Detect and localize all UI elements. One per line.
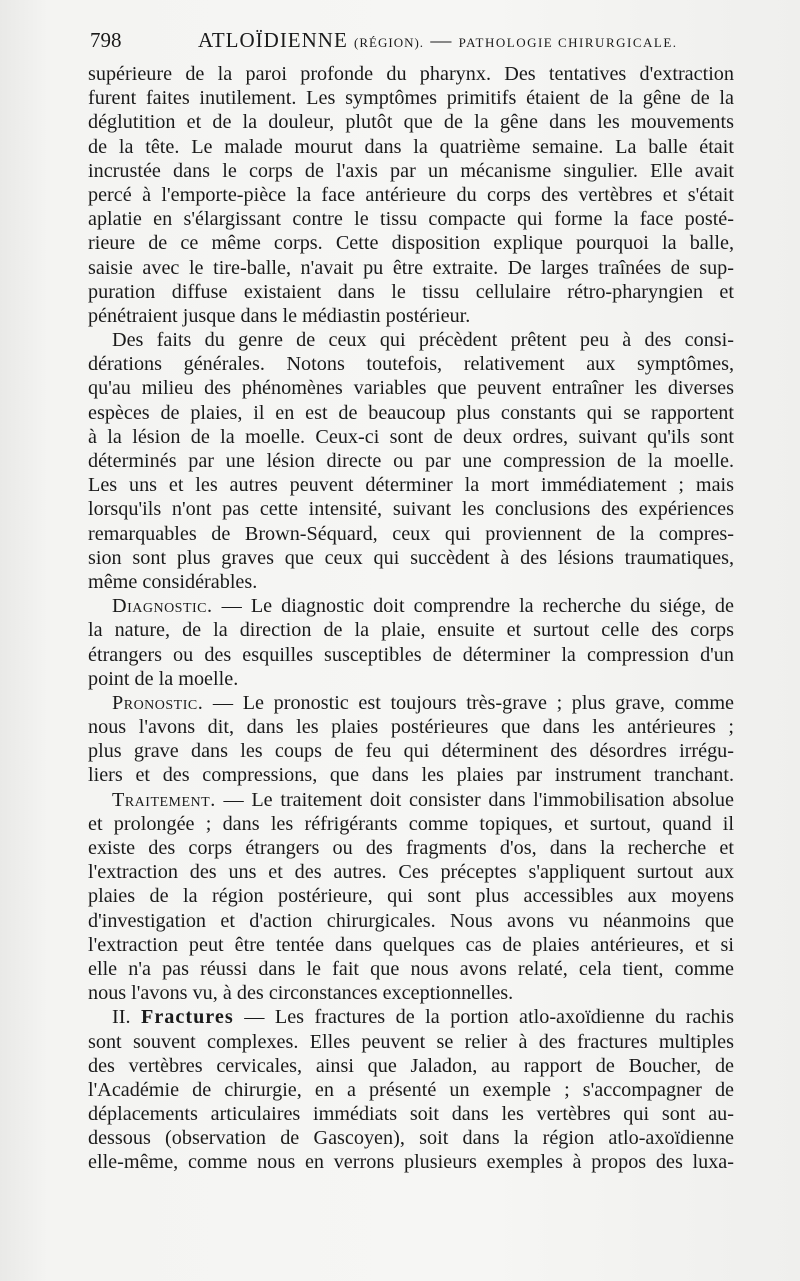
line-text: percé à l'emporte-pièce la face antérieure du corps des vertèbres et s'était bbox=[88, 183, 734, 206]
line-text: existe des corps étrangers ou des fragments d'os, dans la recherche et bbox=[88, 837, 734, 859]
text-line bbox=[88, 522, 734, 546]
line-text: puration diffuse existaient dans le tissu cellulaire rétro-pharyngien et bbox=[88, 280, 734, 303]
text-line bbox=[88, 618, 734, 642]
text-line bbox=[88, 691, 734, 715]
text-line bbox=[88, 183, 734, 207]
text-line bbox=[88, 933, 734, 957]
line-text: elle n'a pas réussi dans le fait que nous avons relaté, cela tient, comme bbox=[88, 957, 734, 980]
line-text: — Le diagnostic doit comprendre la recherche du siége, de bbox=[212, 595, 734, 618]
line-text: même considérables. bbox=[88, 570, 258, 593]
section-number: II. bbox=[112, 1006, 141, 1029]
line-text: saisie avec le tire-balle, n'avait pu être extraite. De larges traînées de sup- bbox=[88, 256, 734, 279]
line-text: point de la moelle. bbox=[88, 667, 239, 690]
text-line bbox=[88, 643, 734, 667]
line-text: qu'au milieu des phénomènes variables que peuvent entraîner les diverses bbox=[88, 377, 734, 400]
line-text: elle-même, comme nous en verrons plusieurs exemples à propos des luxa- bbox=[88, 1151, 734, 1174]
text-line bbox=[88, 763, 734, 787]
line-text: espèces de plaies, il en est de beaucoup plus constants qui se rapportent bbox=[88, 401, 734, 424]
line-text: — Les fractures de la portion atlo-axoïdienne du rachis bbox=[233, 1006, 734, 1029]
line-text: nous l'avons dit, dans les plaies postérieures que dans les antérieures ; bbox=[88, 716, 734, 739]
line-text: supérieure de la paroi profonde du pharynx. Des tentatives d'extraction bbox=[88, 63, 734, 85]
header-title: ATLOÏDIENNE bbox=[198, 28, 348, 52]
text-line bbox=[88, 788, 734, 812]
line-text: furent faites inutilement. Les symptômes primitifs étaient de la gêne de la bbox=[88, 87, 734, 110]
line-text: de la tête. Le malade mourut dans la quatrième semaine. La balle était bbox=[88, 135, 734, 158]
text-line bbox=[88, 304, 734, 328]
text-line bbox=[88, 110, 734, 134]
text-line bbox=[88, 957, 734, 981]
line-text: — Le pronostic est toujours très-grave ; plus grave, comme bbox=[203, 691, 734, 714]
text-line bbox=[88, 715, 734, 739]
line-text: dessous (observation de Gascoyen), soit dans la région atlo-axoïdienne bbox=[88, 1127, 734, 1150]
paragraph-heading: Traitement. bbox=[112, 788, 216, 811]
line-text: la nature, de la direction de la plaie, ensuite et surtout celle des corps bbox=[88, 619, 734, 642]
text-line bbox=[88, 449, 734, 473]
line-text: sion sont plus graves que ceux qui succèdent à des lésions traumatiques, bbox=[88, 546, 734, 569]
line-text: incrustée dans le corps de l'axis par un mécanisme singulier. Elle avait bbox=[88, 159, 734, 182]
line-text: plaies de la région postérieure, qui sont plus accessibles aux moyens bbox=[88, 885, 734, 908]
text-line bbox=[88, 231, 734, 255]
line-text: rieure de ce même corps. Cette disposition explique pourquoi la balle, bbox=[88, 232, 734, 255]
text-line bbox=[88, 981, 734, 1005]
text-line bbox=[88, 1054, 734, 1078]
text-line bbox=[88, 1126, 734, 1150]
section-heading: Fractures bbox=[141, 1006, 234, 1029]
text-line bbox=[88, 1102, 734, 1126]
text-line bbox=[88, 473, 734, 497]
text-line bbox=[88, 86, 734, 110]
paragraph-heading: Diagnostic. bbox=[112, 595, 213, 618]
text-line bbox=[88, 594, 734, 618]
running-header bbox=[90, 28, 738, 58]
header-title-qualifier: (RÉGION). bbox=[354, 35, 425, 50]
line-text: Les uns et les autres peuvent déterminer la mort immédiatement ; mais bbox=[88, 474, 734, 497]
text-line bbox=[88, 425, 734, 449]
line-text: aplatie en s'élargissant contre le tissu compacte qui forme la face posté- bbox=[88, 208, 734, 231]
text-line bbox=[88, 352, 734, 376]
line-text: pénétraient jusque dans le médiastin postérieur. bbox=[88, 304, 471, 327]
text-line bbox=[88, 401, 734, 425]
header-section: PATHOLOGIE CHIRURGICALE. bbox=[458, 35, 678, 50]
text-line bbox=[88, 135, 734, 159]
text-line bbox=[88, 739, 734, 763]
running-title bbox=[198, 28, 678, 53]
line-text: — Le traitement doit consister dans l'immobilisation absolue bbox=[215, 788, 734, 811]
text-line bbox=[88, 1005, 734, 1029]
line-text: d'investigation et d'action chirurgicales. Nous avons vu néanmoins que bbox=[88, 909, 734, 932]
text-line bbox=[88, 1150, 734, 1174]
line-text: déglutition et de la douleur, plutôt que de la gêne dans les mouvements bbox=[88, 111, 734, 134]
line-text: remarquables de Brown-Séquard, ceux qui proviennent de la compres- bbox=[88, 522, 734, 545]
text-line bbox=[88, 812, 734, 836]
text-line bbox=[88, 328, 734, 352]
line-text: l'extraction peut être tentée dans quelques cas de plaies antérieures, et si bbox=[88, 933, 734, 956]
line-text: sont souvent complexes. Elles peuvent se relier à des fractures multiples bbox=[88, 1030, 734, 1053]
line-text: des vertèbres cervicales, ainsi que Jaladon, au rapport de Boucher, de bbox=[88, 1054, 734, 1077]
text-line bbox=[88, 546, 734, 570]
text-line bbox=[88, 909, 734, 933]
text-line bbox=[88, 836, 734, 860]
text-line bbox=[88, 207, 734, 231]
text-line bbox=[88, 62, 734, 86]
line-text: l'Académie de chirurgie, en a présenté un exemple ; s'accompagner de bbox=[88, 1078, 734, 1101]
line-text: dérations générales. Notons toutefois, relativement aux symptômes, bbox=[88, 353, 734, 376]
paragraph-heading: Pronostic. bbox=[112, 691, 204, 714]
text-line bbox=[88, 1078, 734, 1102]
line-text: déplacements articulaires immédiats soit dans les vertèbres qui sont au- bbox=[88, 1103, 734, 1126]
line-text: l'extraction des uns et des autres. Ces préceptes s'appliquent surtout aux bbox=[88, 861, 734, 884]
text-line bbox=[88, 280, 734, 304]
text-line bbox=[88, 860, 734, 884]
line-text: et prolongée ; dans les réfrigérants comme topiques, et surtout, quand il bbox=[88, 812, 734, 835]
page-number: 798 bbox=[90, 28, 122, 52]
line-text: déterminés par une lésion directe ou par une compression de la moelle. bbox=[88, 450, 734, 472]
text-line bbox=[88, 497, 734, 521]
line-text: étrangers ou des esquilles susceptibles de déterminer la compression d'un bbox=[88, 643, 734, 666]
text-line bbox=[88, 159, 734, 183]
text-line bbox=[88, 376, 734, 400]
line-text: liers et des compressions, que dans les plaies par instrument tranchant. bbox=[88, 764, 734, 787]
header-dash: — bbox=[430, 28, 453, 52]
line-text: nous l'avons vu, à des circonstances exceptionnelles. bbox=[88, 982, 514, 1005]
line-text: plus grave dans les coups de feu qui déterminent des désordres irrégu- bbox=[88, 740, 734, 763]
line-text: lorsqu'ils n'ont pas cette intensité, suivant les conclusions des expériences bbox=[88, 498, 734, 521]
text-line bbox=[88, 570, 734, 594]
line-text: à la lésion de la moelle. Ceux-ci sont de deux ordres, suivant qu'ils sont bbox=[88, 425, 734, 448]
text-line bbox=[88, 256, 734, 280]
text-line bbox=[88, 667, 734, 691]
line-text: Des faits du genre de ceux qui précèdent prêtent peu à des consi- bbox=[112, 329, 734, 352]
body-text bbox=[88, 62, 734, 1175]
text-line bbox=[88, 1030, 734, 1054]
text-line bbox=[88, 884, 734, 908]
